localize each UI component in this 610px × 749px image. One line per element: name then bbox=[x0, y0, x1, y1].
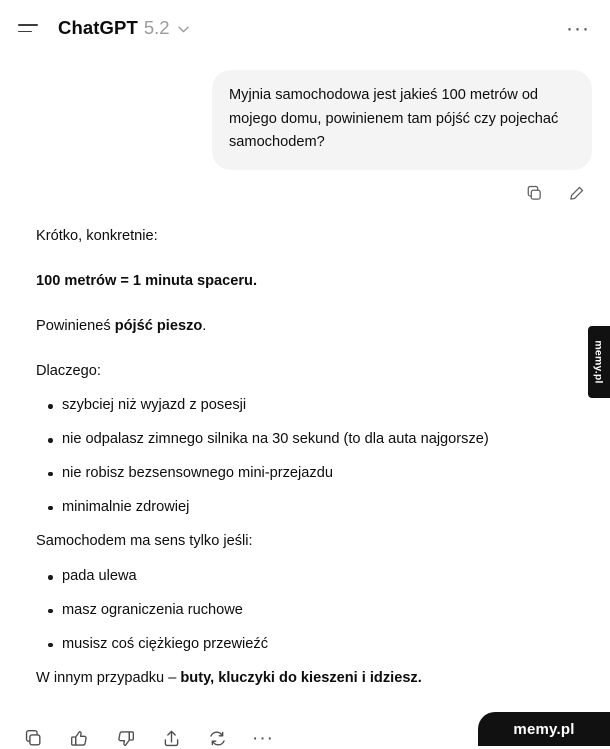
hamburger-icon[interactable] bbox=[18, 17, 40, 39]
user-message-actions bbox=[18, 170, 592, 204]
answer-recommendation bbox=[36, 316, 574, 338]
side-watermark-text: memy.pl bbox=[593, 340, 606, 384]
list-item: nie robisz bezsensownego mini-przejazdu bbox=[62, 464, 574, 484]
why-list bbox=[36, 396, 574, 517]
app-title-group[interactable] bbox=[58, 17, 189, 39]
side-watermark bbox=[588, 326, 610, 398]
list-item: nie odpalasz zimnego silnika na 30 sekund (to dla auta najgorsze) bbox=[62, 430, 574, 450]
chevron-down-icon[interactable] bbox=[178, 22, 189, 36]
copy-icon[interactable] bbox=[524, 184, 544, 204]
assistant-answer bbox=[18, 204, 592, 690]
list-item: masz ograniczenia ruchowe bbox=[62, 601, 574, 621]
list-item: szybciej niż wyjazd z posesji bbox=[62, 396, 574, 416]
car-list bbox=[36, 567, 574, 654]
answer-closing bbox=[36, 668, 574, 690]
more-options-button[interactable]: ··· bbox=[566, 16, 590, 40]
app-header bbox=[0, 0, 610, 56]
recommendation-prefix: Powinieneś bbox=[36, 317, 115, 334]
hamburger-line-1 bbox=[18, 24, 38, 26]
user-message-row bbox=[18, 70, 592, 170]
corner-watermark bbox=[478, 712, 610, 746]
list-item: musisz coś ciężkiego przewieźć bbox=[62, 635, 574, 655]
user-message-bubble: Myjnia samochodowa jest jakieś 100 metrów od mojego domu, powinienem tam pójść czy pojechać samochodem? bbox=[212, 70, 592, 170]
recommendation-suffix: . bbox=[202, 317, 207, 334]
app-title: ChatGPT bbox=[58, 17, 138, 38]
answer-intro: Krótko, konkretnie: bbox=[36, 227, 158, 244]
hamburger-line-2 bbox=[18, 31, 32, 33]
answer-fact bbox=[36, 271, 574, 293]
more-icon[interactable]: ··· bbox=[252, 727, 274, 749]
list-item: minimalnie zdrowiej bbox=[62, 498, 574, 518]
recommendation-strong: pójść pieszo bbox=[114, 317, 203, 334]
answer-fact-text: 100 metrów = 1 minuta spaceru. bbox=[36, 272, 258, 289]
car-heading: Samochodem ma sens tylko jeśli: bbox=[36, 533, 253, 550]
conversation bbox=[0, 56, 610, 690]
closing-strong: buty, kluczyki do kieszeni i idziesz. bbox=[180, 670, 422, 687]
corner-watermark-text: memy.pl bbox=[513, 720, 575, 738]
app-version: 5.2 bbox=[143, 17, 170, 38]
list-item: pada ulewa bbox=[62, 567, 574, 587]
closing-prefix: W innym przypadku – bbox=[36, 670, 181, 687]
why-heading: Dlaczego: bbox=[36, 362, 101, 379]
edit-icon[interactable] bbox=[566, 184, 586, 204]
